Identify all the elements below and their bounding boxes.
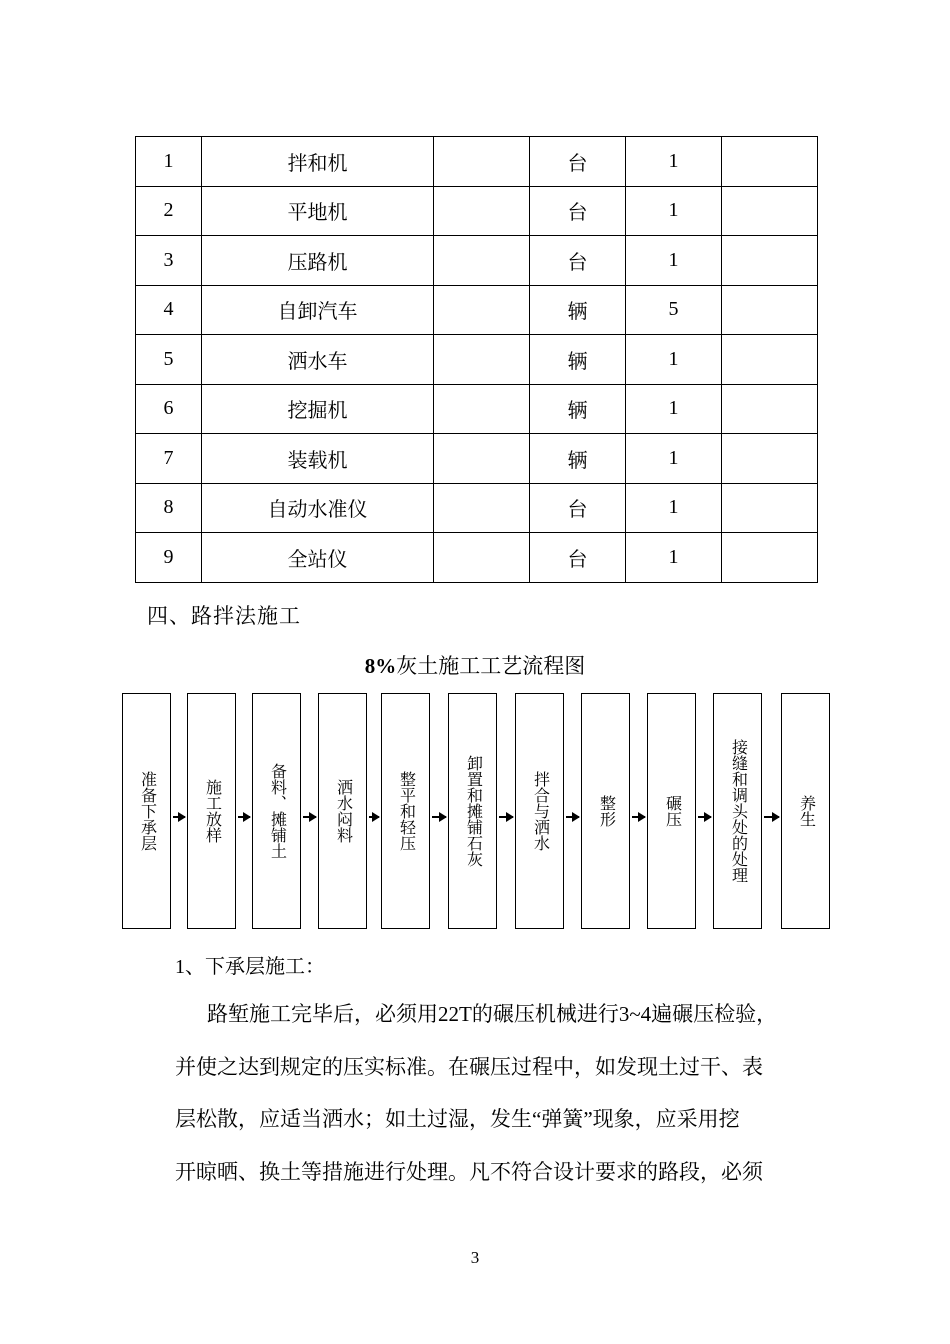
cell-no: 3 [136, 236, 202, 286]
flow-step-box [515, 693, 564, 929]
cell-no: 7 [136, 434, 202, 484]
cell-name: 装载机 [202, 434, 434, 484]
flow-arrow-icon [369, 816, 379, 818]
cell-name: 全站仪 [202, 533, 434, 583]
flow-step-box [781, 693, 830, 929]
flow-step-label: 准备下承层 [138, 771, 156, 851]
flow-arrow-icon [698, 816, 711, 818]
cell-no: 2 [136, 186, 202, 236]
cell-name: 自动水准仪 [202, 483, 434, 533]
flow-arrow-icon [499, 816, 513, 818]
table-row [136, 137, 818, 187]
flow-step-label: 接缝和调头处的处理 [729, 739, 747, 883]
flow-step-box [713, 693, 762, 929]
table-row [136, 285, 818, 335]
cell-unit: 台 [530, 186, 626, 236]
flow-arrow-icon [432, 816, 446, 818]
page-number: 3 [470, 1248, 480, 1267]
flow-step-label: 施工放样 [203, 779, 221, 843]
flow-title-rest: 灰土施工工艺流程图 [396, 654, 586, 678]
flow-step-label: 洒水闷料 [334, 779, 352, 843]
cell-spec [434, 434, 530, 484]
table-row [136, 434, 818, 484]
cell-name: 挖掘机 [202, 384, 434, 434]
cell-spec [434, 285, 530, 335]
cell-qty: 1 [626, 236, 722, 286]
flow-step-box [381, 693, 430, 929]
flow-step-box [122, 693, 171, 929]
cell-spec [434, 137, 530, 187]
paragraph-line-1: 路堑施工完毕后，必须用22T的碾压机械进行3~4遍碾压检验， [207, 1002, 778, 1026]
cell-qty: 1 [626, 186, 722, 236]
flow-step-label: 备料、摊铺土 [268, 763, 286, 859]
cell-note [722, 137, 818, 187]
cell-no: 5 [136, 335, 202, 385]
flow-step-box [252, 693, 301, 929]
cell-qty: 1 [626, 137, 722, 187]
cell-spec [434, 236, 530, 286]
section-heading: 四、路拌法施工 [147, 604, 301, 628]
flow-step-box [647, 693, 696, 929]
flow-step-box [581, 693, 630, 929]
flow-arrow-icon [764, 816, 779, 818]
cell-unit: 辆 [530, 335, 626, 385]
cell-no: 8 [136, 483, 202, 533]
paragraph-line-4: 开晾晒、换土等措施进行处理。凡不符合设计要求的路段，必须 [175, 1159, 763, 1184]
cell-note [722, 533, 818, 583]
flow-step-box [187, 693, 236, 929]
cell-no: 6 [136, 384, 202, 434]
cell-name: 自卸汽车 [202, 285, 434, 335]
table-row [136, 236, 818, 286]
cell-no: 9 [136, 533, 202, 583]
cell-note [722, 285, 818, 335]
paragraph-line-2: 并使之达到规定的压实标准。在碾压过程中，如发现土过干、表 [175, 1054, 763, 1079]
cell-name: 平地机 [202, 186, 434, 236]
cell-qty: 1 [626, 384, 722, 434]
table-row [136, 533, 818, 583]
body-paragraph [175, 988, 815, 1198]
table-row [136, 186, 818, 236]
flow-step-label: 卸置和摊铺石灰 [464, 755, 482, 867]
cell-unit: 台 [530, 533, 626, 583]
cell-spec [434, 483, 530, 533]
cell-spec [434, 335, 530, 385]
cell-note [722, 483, 818, 533]
table-row [136, 335, 818, 385]
cell-no: 4 [136, 285, 202, 335]
cell-note [722, 335, 818, 385]
flow-step-label: 整形 [597, 795, 615, 827]
equipment-table [135, 136, 818, 583]
cell-note [722, 186, 818, 236]
cell-unit: 辆 [530, 434, 626, 484]
table-row [136, 384, 818, 434]
flow-arrow-icon [238, 816, 250, 818]
cell-qty: 1 [626, 533, 722, 583]
flow-step-label: 整平和轻压 [397, 771, 415, 851]
equipment-table-body [136, 137, 818, 583]
cell-spec [434, 186, 530, 236]
cell-name: 洒水车 [202, 335, 434, 385]
flow-chart-title [0, 650, 950, 680]
cell-unit: 台 [530, 137, 626, 187]
cell-note [722, 236, 818, 286]
cell-unit: 辆 [530, 285, 626, 335]
flow-step-label: 碾压 [663, 795, 681, 827]
cell-spec [434, 384, 530, 434]
subsection-heading: 1、下承层施工： [175, 956, 325, 978]
flow-arrow-icon [303, 816, 316, 818]
flow-arrow-icon [632, 816, 645, 818]
table-row [136, 483, 818, 533]
cell-qty: 1 [626, 335, 722, 385]
flow-step-box [448, 693, 497, 929]
flow-step-label: 养生 [797, 795, 815, 827]
flow-step-label: 拌合与洒水 [531, 771, 549, 851]
cell-unit: 辆 [530, 384, 626, 434]
cell-spec [434, 533, 530, 583]
cell-unit: 台 [530, 483, 626, 533]
cell-name: 压路机 [202, 236, 434, 286]
cell-qty: 5 [626, 285, 722, 335]
cell-note [722, 384, 818, 434]
cell-qty: 1 [626, 434, 722, 484]
cell-qty: 1 [626, 483, 722, 533]
cell-name: 拌和机 [202, 137, 434, 187]
flow-arrow-icon [173, 816, 185, 818]
cell-unit: 台 [530, 236, 626, 286]
flow-arrow-icon [566, 816, 579, 818]
flow-title-bold: 8% [364, 654, 397, 678]
paragraph-line-3: 层松散，应适当洒水；如土过湿，发生“弹簧”现象，应采用挖 [175, 1107, 740, 1131]
cell-no: 1 [136, 137, 202, 187]
cell-note [722, 434, 818, 484]
flow-step-box [318, 693, 367, 929]
